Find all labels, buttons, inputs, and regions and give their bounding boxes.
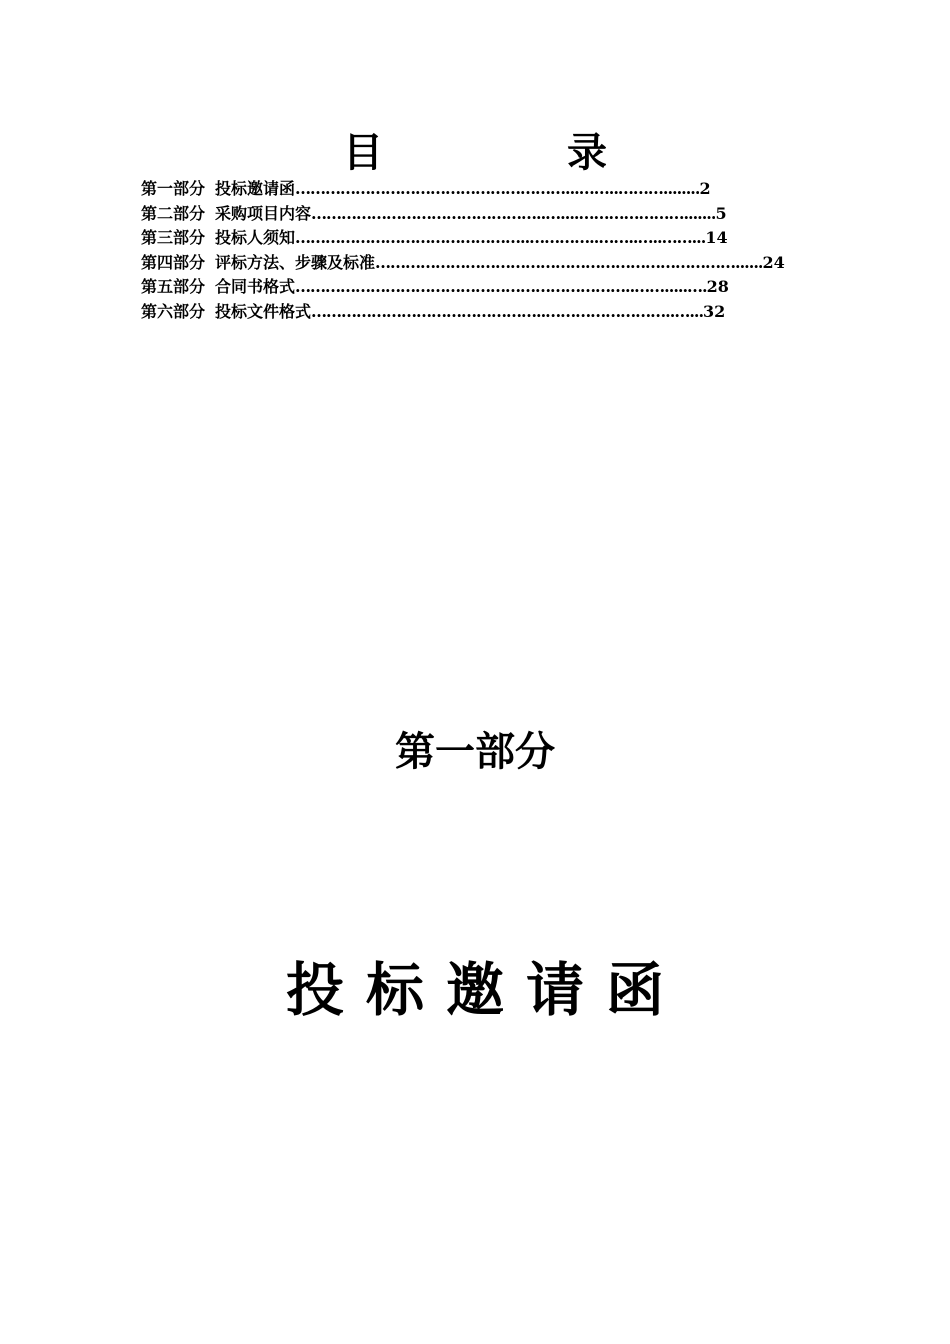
toc-item[interactable]	[141, 300, 821, 325]
toc-item[interactable]	[141, 275, 821, 300]
toc-section-name: 合同书格式	[215, 277, 296, 297]
toc-item[interactable]	[141, 177, 821, 202]
toc-page-number: 5	[715, 203, 727, 223]
toc-dot-leader: …………………………………………………………..…….....….	[295, 277, 707, 297]
toc-page-number: 14	[705, 228, 728, 248]
toc-section-name: 投标文件格式	[215, 301, 312, 321]
toc-part-label: 第二部分	[141, 203, 206, 223]
toc-dot-leader: ………………………………………………...……..………........	[295, 179, 700, 198]
toc-part-label: 第三部分	[141, 228, 206, 248]
toc-item[interactable]	[141, 202, 821, 227]
toc-dot-leader: ………………………………………..……………………..…...	[311, 301, 704, 321]
toc-item[interactable]	[141, 226, 821, 251]
toc-page-number: 28	[706, 277, 729, 297]
toc-page-number: 2	[699, 179, 711, 198]
part-heading: 第一部分	[395, 728, 555, 775]
toc-section-name: 评标方法、步骤及标准	[215, 252, 376, 272]
toc-section-name: 投标人须知	[215, 228, 296, 248]
toc-section-name: 投标邀请函	[215, 179, 296, 198]
toc-title: 目 录	[343, 129, 679, 176]
toc-item[interactable]	[141, 251, 821, 276]
toc-page-number: 24	[762, 252, 785, 272]
toc-part-label: 第六部分	[141, 301, 206, 321]
table-of-contents	[141, 177, 821, 325]
toc-part-label: 第四部分	[141, 252, 206, 272]
toc-section-name: 采购项目内容	[215, 203, 312, 223]
document-heading: 投标邀请函	[285, 956, 686, 1024]
toc-dot-leader: ………………………………………..…………..……..…..……...	[295, 228, 706, 248]
toc-part-label: 第五部分	[141, 277, 206, 297]
toc-part-label: 第一部分	[141, 179, 206, 198]
toc-page-number: 32	[703, 301, 726, 321]
toc-dot-leader: ………………………………………………………………......	[375, 252, 763, 272]
toc-dot-leader: ………………………………………..…....………………….......	[311, 203, 716, 223]
